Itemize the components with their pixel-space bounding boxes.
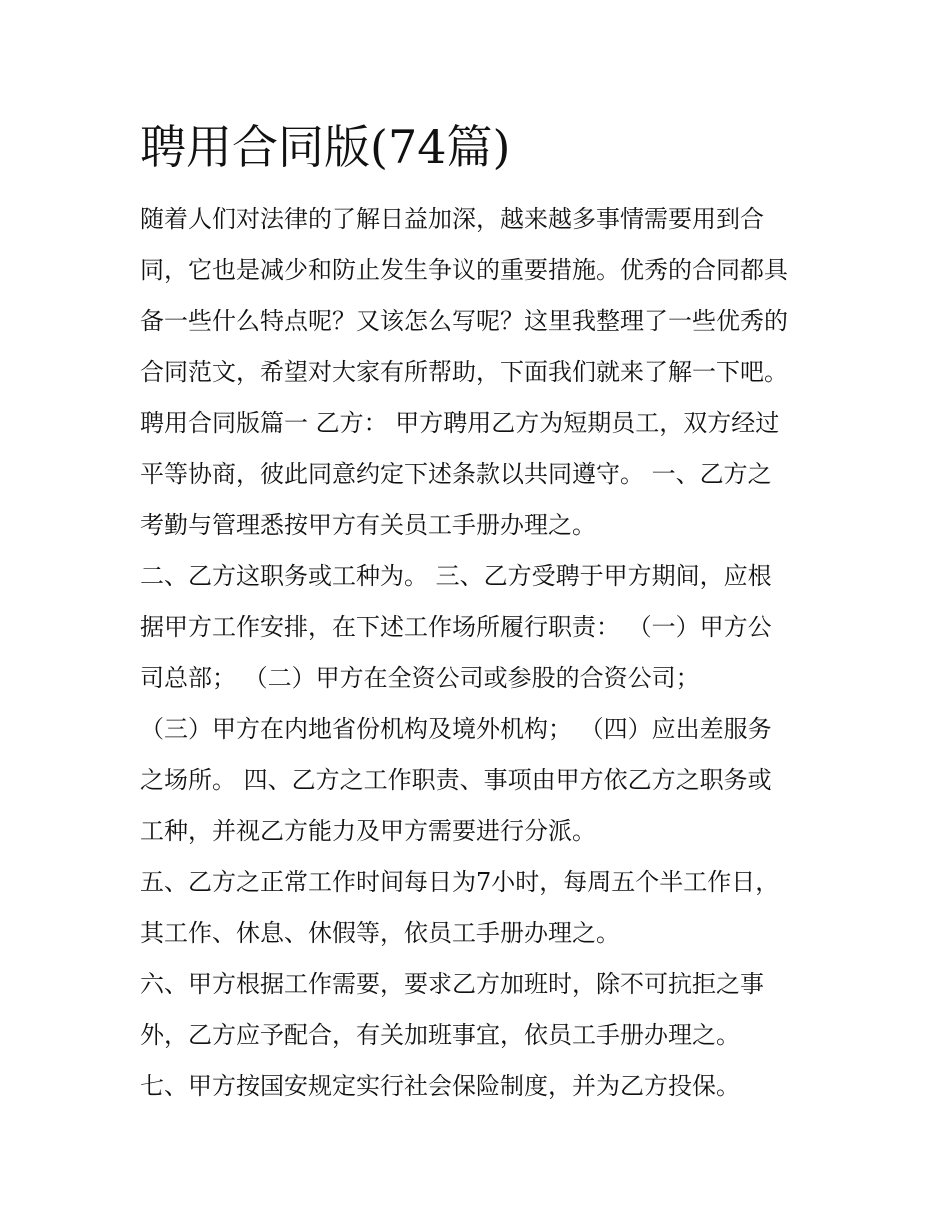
body-line: 六、甲方根据工作需要，要求乙方加班时，除不可抗拒之事 bbox=[140, 970, 764, 998]
body-line: 平等协商，彼此同意约定下述条款以共同遵守。 一、乙方之 bbox=[140, 460, 772, 488]
body-line: 外，乙方应予配合，有关加班事宜，依员工手册办理之。 bbox=[140, 1021, 740, 1049]
document-title: 聘用合同版(74篇) bbox=[140, 120, 511, 174]
body-line: 二、乙方这职务或工种为。 三、乙方受聘于甲方期间，应根 bbox=[140, 562, 772, 590]
body-line: 备一些什么特点呢？又该怎么写呢？这里我整理了一些优秀的 bbox=[140, 307, 788, 335]
body-line: 据甲方工作安排，在下述工作场所履行职责： （一）甲方公 bbox=[140, 613, 772, 641]
body-line: （三）甲方在内地省份机构及境外机构； （四）应出差服务 bbox=[140, 715, 772, 743]
body-line: 合同范文，希望对大家有所帮助，下面我们就来了解一下吧。 bbox=[140, 358, 788, 386]
body-line: 考勤与管理悉按甲方有关员工手册办理之。 bbox=[140, 511, 596, 539]
body-line: 工种，并视乙方能力及甲方需要进行分派。 bbox=[140, 817, 596, 845]
body-line: 之场所。 四、乙方之工作职责、事项由甲方依乙方之职务或 bbox=[140, 766, 772, 794]
document-body bbox=[140, 194, 820, 1112]
body-line: 其工作、休息、休假等，依员工手册办理之。 bbox=[140, 919, 620, 947]
document-page bbox=[140, 112, 820, 1112]
body-line: 聘用合同版篇一 乙方： 甲方聘用乙方为短期员工，双方经过 bbox=[140, 409, 780, 437]
body-line: 随着人们对法律的了解日益加深，越来越多事情需要用到合 bbox=[140, 205, 764, 233]
body-line: 司总部； （二）甲方在全资公司或参股的合资公司； bbox=[140, 664, 700, 692]
body-line: 同，它也是减少和防止发生争议的重要措施。优秀的合同都具 bbox=[140, 256, 788, 284]
body-line: 七、甲方按国安规定实行社会保险制度，并为乙方投保。 bbox=[140, 1072, 740, 1100]
body-line: 五、乙方之正常工作时间每日为7小时，每周五个半工作日， bbox=[140, 868, 780, 896]
